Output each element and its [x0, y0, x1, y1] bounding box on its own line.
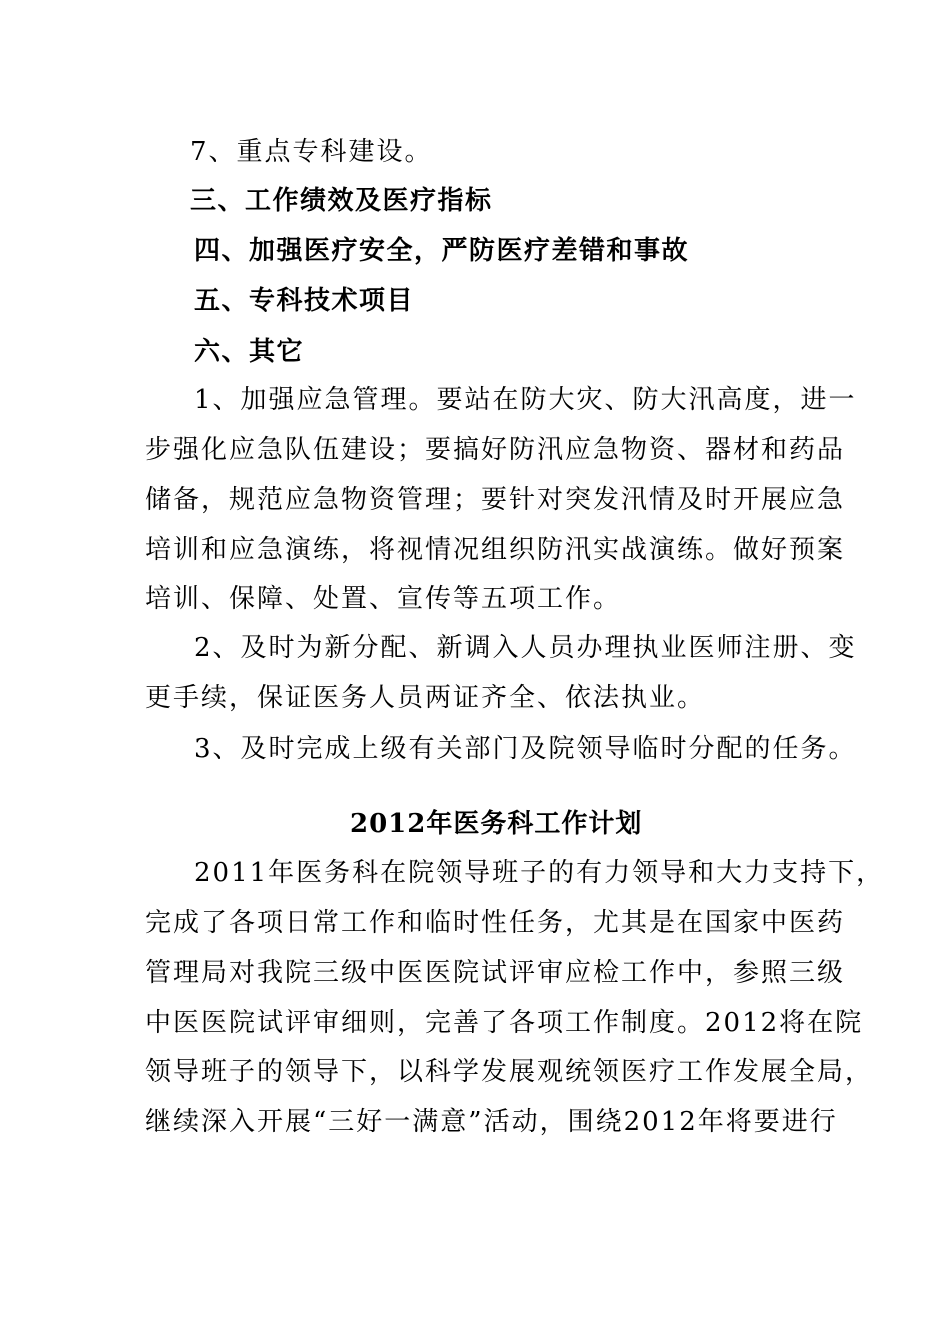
item-2-line: 2、及时为新分配、新调入人员办理执业医师注册、变 [194, 633, 857, 663]
item-1-line: 步强化应急队伍建设；要搞好防汛应急物资、器材和药品 [145, 435, 846, 465]
plan-paragraph-line: 管理局对我院三级中医医院试评审应检工作中，参照三级 [145, 958, 846, 988]
section-heading-4: 四、加强医疗安全，严防医疗差错和事故 [194, 236, 690, 266]
section-heading-3: 三、工作绩效及医疗指标 [190, 186, 493, 216]
plan-paragraph-line: 2011年医务科在院领导班子的有力领导和大力支持下， [194, 858, 885, 888]
item-3-text: 3、及时完成上级有关部门及院领导临时分配的任务。 [194, 734, 857, 764]
plan-paragraph-line: 继续深入开展“三好一满意”活动，围绕2012年将要进行 [145, 1107, 838, 1137]
plan-paragraph-line: 领导班子的领导下，以科学发展观统领医疗工作发展全局， [145, 1057, 874, 1087]
plan-paragraph-line: 完成了各项日常工作和临时性任务，尤其是在国家中医药 [145, 908, 846, 938]
section-heading-6: 六、其它 [194, 337, 305, 367]
section-heading-5: 五、专科技术项目 [194, 286, 415, 316]
plan-title: 2012年医务科工作计划 [350, 809, 643, 839]
plan-paragraph-line: 中医医院试评审细则，完善了各项工作制度。2012将在院 [145, 1008, 864, 1038]
item-1-line: 1、加强应急管理。要站在防大灾、防大汛高度，进一 [194, 385, 857, 415]
item-7-text: 7、重点专科建设。 [190, 137, 433, 167]
item-1-line: 储备，规范应急物资管理；要针对突发汛情及时开展应急 [145, 485, 846, 515]
item-1-line: 培训、保障、处置、宣传等五项工作。 [145, 584, 622, 614]
item-2-line: 更手续，保证医务人员两证齐全、依法执业。 [145, 683, 706, 713]
item-1-line: 培训和应急演练，将视情况组织防汛实战演练。做好预案 [145, 535, 846, 565]
